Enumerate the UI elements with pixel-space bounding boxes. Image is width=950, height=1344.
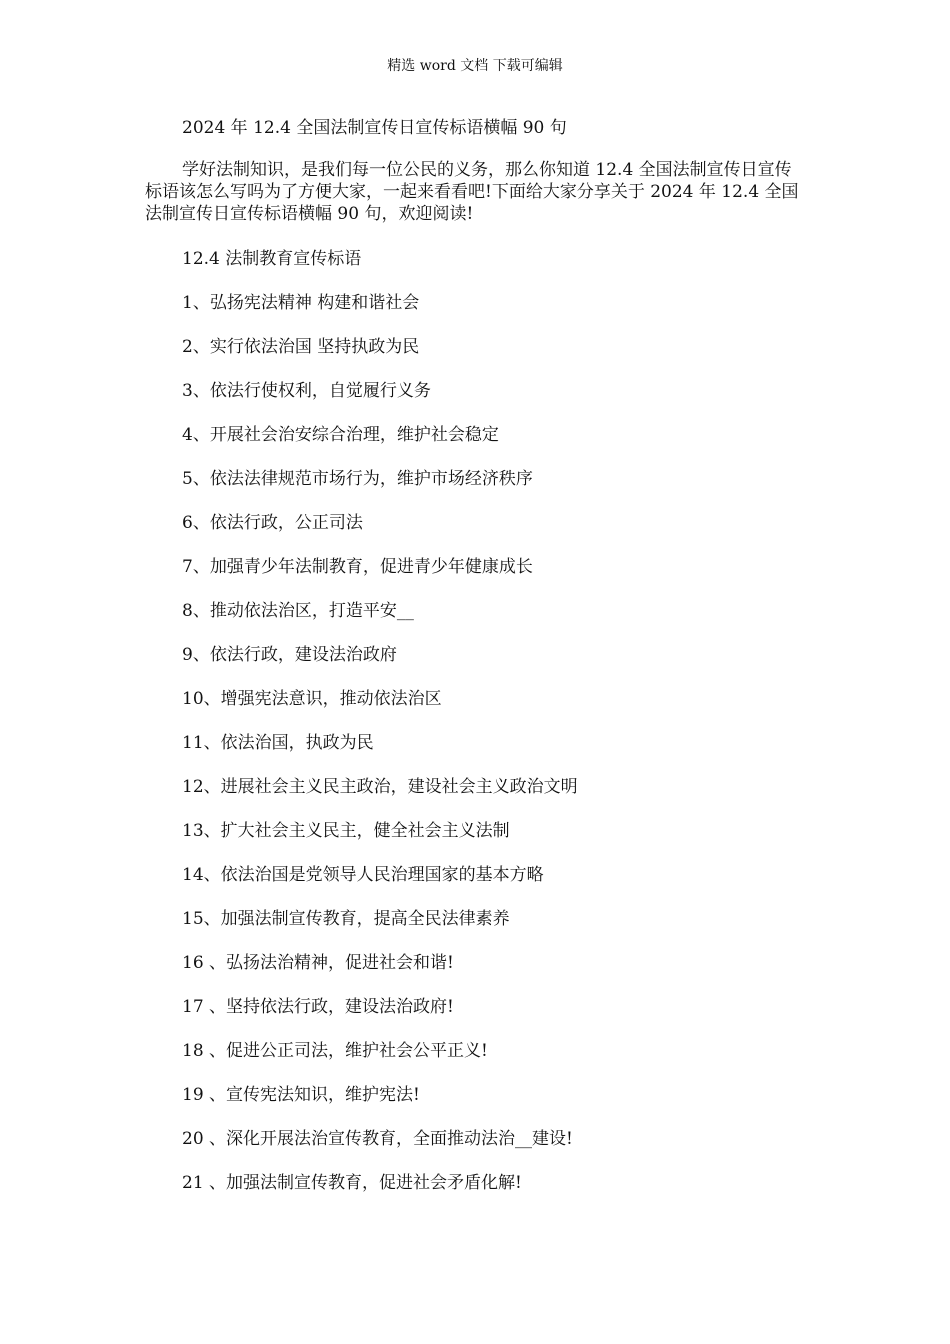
slogan-item: 13、扩大社会主义民主，健全社会主义法制 [182, 821, 510, 841]
slogan-item: 18 、促进公正司法，维护社会公平正义! [182, 1041, 488, 1061]
slogan-item: 1、弘扬宪法精神 构建和谐社会 [182, 293, 420, 313]
slogan-item: 20 、深化开展法治宣传教育，全面推动法治__建设! [182, 1129, 573, 1149]
slogan-item: 5、依法法律规范市场行为，维护市场经济秩序 [182, 469, 533, 489]
slogan-item: 16 、弘扬法治精神，促进社会和谐! [182, 953, 454, 973]
page-header: 精选 word 文档 下载可编辑 [387, 58, 563, 74]
section-heading: 12.4 法制教育宣传标语 [182, 249, 362, 269]
slogan-item: 2、实行依法治国 坚持执政为民 [182, 337, 420, 357]
slogan-item: 11、依法治国，执政为民 [182, 733, 374, 753]
slogan-item: 17 、坚持依法行政，建设法治政府! [182, 997, 454, 1017]
slogan-item: 19 、宣传宪法知识，维护宪法! [182, 1085, 420, 1105]
slogan-item: 15、加强法制宣传教育，提高全民法律素养 [182, 909, 510, 929]
slogan-list [182, 292, 578, 1216]
slogan-item: 4、开展社会治安综合治理，维护社会稳定 [182, 425, 499, 445]
slogan-item: 8、推动依法治区，打造平安__ [182, 601, 414, 621]
slogan-item: 10、增强宪法意识，推动依法治区 [182, 689, 442, 709]
document-title: 2024 年 12.4 全国法制宣传日宣传标语横幅 90 句 [182, 118, 567, 138]
slogan-item: 6、依法行政，公正司法 [182, 513, 363, 533]
slogan-item: 7、加强青少年法制教育，促进青少年健康成长 [182, 557, 533, 577]
slogan-item: 12、进展社会主义民主政治，建设社会主义政治文明 [182, 777, 578, 797]
intro-paragraph: 学好法制知识，是我们每一位公民的义务，那么你知道 12.4 全国法制宣传日宣传标语该怎么写吗为了方便大家，一起来看看吧!下面给大家分享关于 2024 年 12.4 全国法制宣传日宣传标语横幅 90 句，欢迎阅读! [145, 160, 799, 224]
slogan-item: 14、依法治国是党领导人民治理国家的基本方略 [182, 865, 544, 885]
slogan-item: 3、依法行使权利，自觉履行义务 [182, 381, 431, 401]
slogan-item: 21 、加强法制宣传教育，促进社会矛盾化解! [182, 1173, 522, 1193]
slogan-item: 9、依法行政，建设法治政府 [182, 645, 397, 665]
